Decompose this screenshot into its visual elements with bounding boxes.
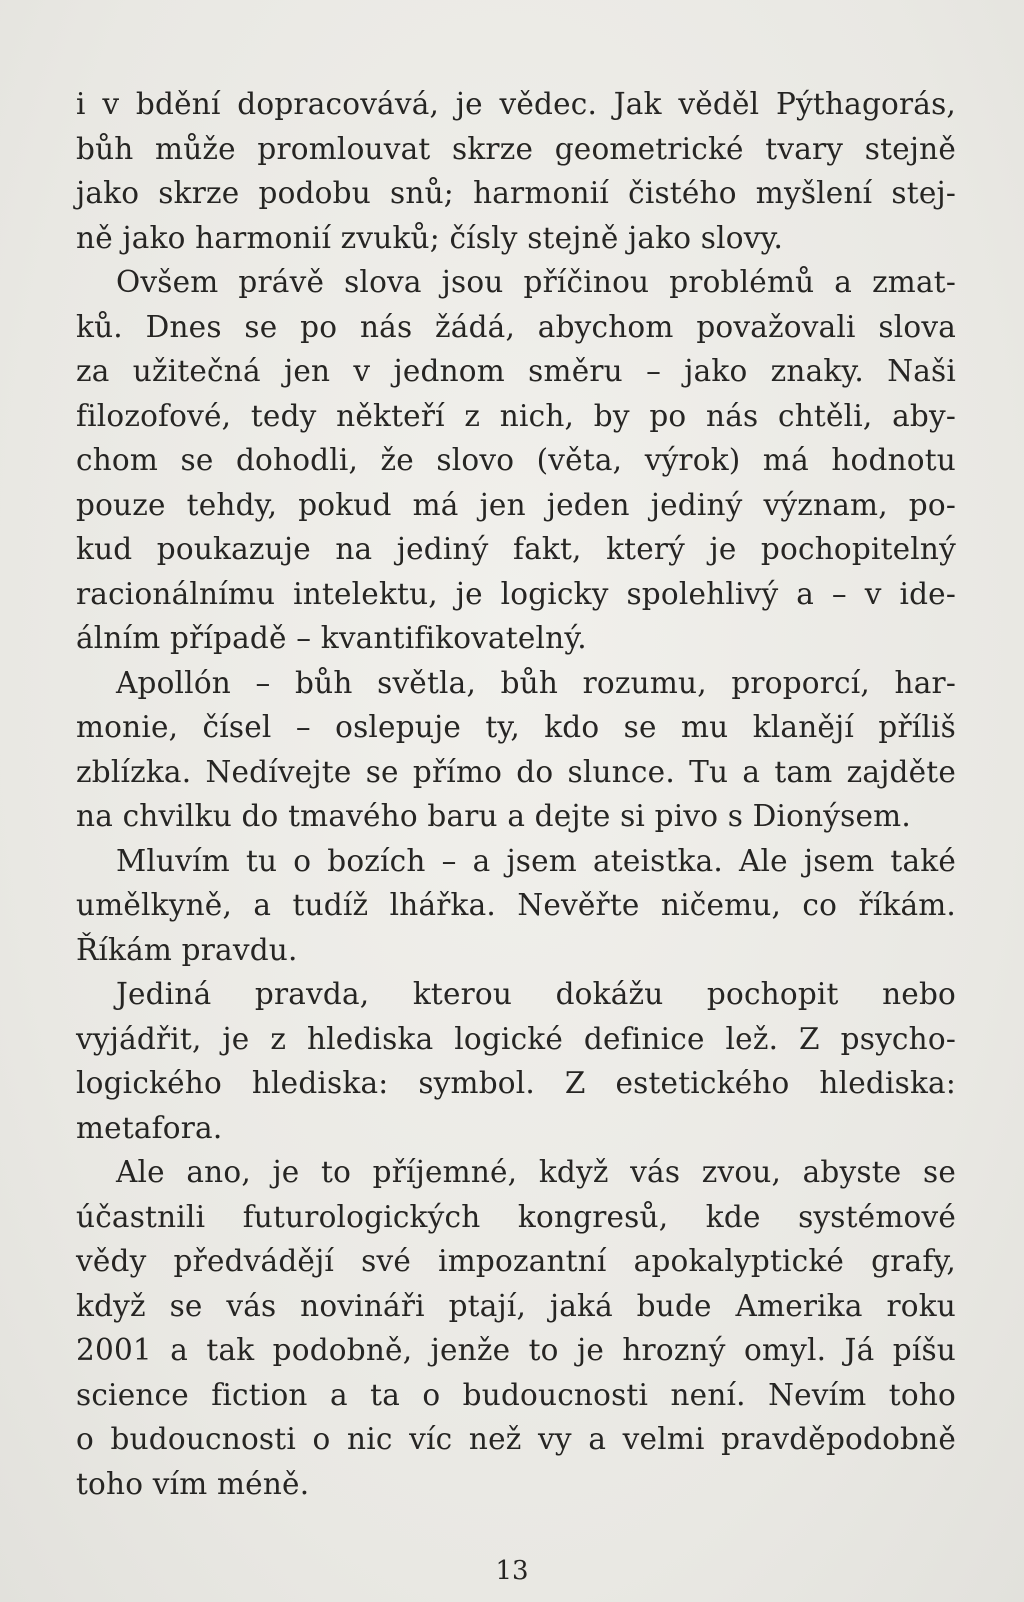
text-line: ků. Dnes se po nás žádá, abychom považovali slova: [76, 309, 956, 344]
text-line: 2001 a tak podobně, jenže to je hrozný omyl. Já píšu: [76, 1333, 956, 1367]
text-line: metafora.: [76, 1110, 223, 1145]
text-line: bůh může promlouvat skrze geometrické tvary stejně: [76, 131, 956, 166]
text-line: o budoucnosti o nic víc než vy a velmi pravděpodobně: [76, 1422, 956, 1456]
page-number: 13: [495, 1556, 529, 1586]
text-line: jako skrze podobu snů; harmonií čistého myšlení stej-: [76, 176, 956, 210]
text-line: když se vás novináři ptají, jaká bude Amerika roku: [76, 1288, 956, 1323]
text-line: álním případě – kvantifikovatelný.: [76, 621, 587, 655]
text-line: zblízka. Nedívejte se přímo do slunce. Tu a tam zajděte: [76, 754, 956, 789]
text-line: vědy předvádějí své impozantní apokalyptické grafy,: [76, 1244, 956, 1278]
text-line: Mluvím tu o bozích – a jsem ateistka. Ale jsem také: [116, 843, 956, 878]
body-text: [76, 82, 956, 1506]
text-line: vyjádřit, je z hlediska logické definice lež. Z psycho-: [76, 1021, 956, 1056]
text-line: účastnili futurologických kongresů, kde systémové: [76, 1199, 956, 1234]
text-line: Jediná pravda, kterou dokážu pochopit nebo: [116, 977, 956, 1011]
text-line: kud poukazuje na jediný fakt, který je pochopitelný: [76, 532, 956, 566]
text-line: science fiction a ta o budoucnosti není. Nevím toho: [76, 1377, 956, 1412]
text-line: toho vím méně.: [76, 1466, 310, 1501]
text-line: za užitečná jen v jednom směru – jako znaky. Naši: [76, 354, 956, 388]
text-line: chom se dohodli, že slovo (věta, výrok) má hodnotu: [76, 443, 956, 477]
text-line: i v bdění dopracovává, je vědec. Jak věděl Pýthagorás,: [76, 87, 956, 121]
text-line: Říkám pravdu.: [76, 932, 298, 967]
text-line: logického hlediska: symbol. Z estetického hlediska:: [76, 1066, 956, 1100]
text-line: Ale ano, je to příjemné, když vás zvou, abyste se: [116, 1155, 956, 1189]
text-line: umělkyně, a tudíž lhářka. Nevěřte ničemu, co říkám.: [76, 888, 956, 922]
text-line: filozofové, tedy někteří z nich, by po nás chtěli, aby-: [76, 398, 956, 433]
text-line: pouze tehdy, pokud má jen jeden jediný význam, po-: [76, 487, 956, 522]
text-line: Apollón – bůh světla, bůh rozumu, proporcí, har-: [116, 665, 956, 700]
text-line: na chvilku do tmavého baru a dejte si pivo s Dionýsem.: [76, 799, 911, 833]
text-line: monie, čísel – oslepuje ty, kdo se mu klanějí příliš: [76, 710, 956, 744]
text-line: racionálnímu intelektu, je logicky spolehlivý a – v ide-: [76, 576, 956, 611]
text-line: ně jako harmonií zvuků; čísly stejně jako slovy.: [76, 220, 784, 255]
text-line: Ovšem právě slova jsou příčinou problémů a zmat-: [116, 265, 956, 299]
